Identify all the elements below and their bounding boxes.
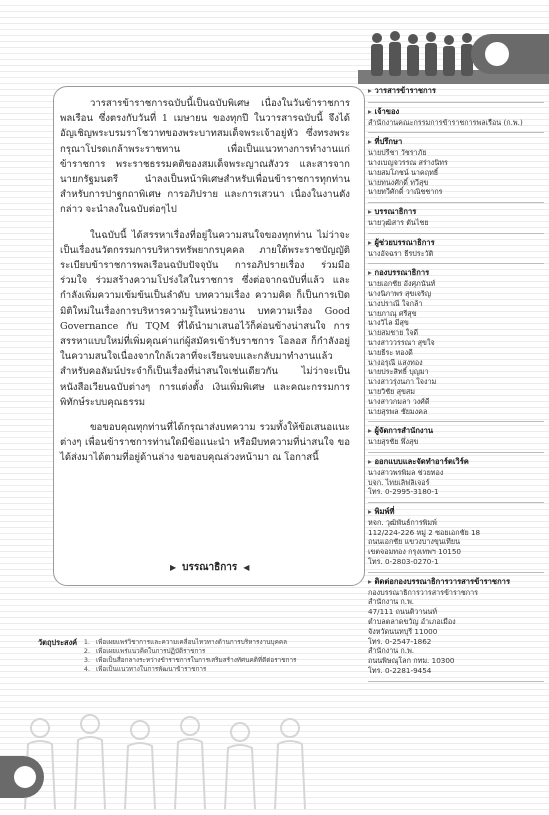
masthead-line: นางสาวรุ่งนภา ใจงาม xyxy=(368,377,437,387)
masthead-section-title: ▸ ผู้จัดการสำนักงาน xyxy=(368,426,544,436)
masthead-section xyxy=(368,264,544,422)
masthead-section-title: ▸ กองบรรณาธิการ xyxy=(368,268,544,278)
masthead-line: ถนนเอกชัย แขวงบางขุนเทียน xyxy=(368,537,461,547)
masthead-section xyxy=(368,422,544,453)
masthead-line: กองบรรณาธิการวารสารข้าราชการ xyxy=(368,587,478,597)
masthead-line: นายปรีชา วัชราภัย xyxy=(368,148,427,158)
editorial-paragraph-3: ขอขอบคุณทุกท่านที่ได้กรุณาส่งบทความ รวมทั้งให้ข้อเสนอแนะต่างๆ เพื่อนข้าราชการท่านใดมีข้อแนะนำ หรือมีบทความที่น่าสนใจ ขอได้ส่งมาได้ตามที่อยู่ด้านล่าง ขอขอบคุณล่วงหน้ามา ณ โอกาสนี้ xyxy=(60,422,350,464)
objective-item: 3. เพื่อเป็นสื่อกลางระหว่างข้าราชการในการเสริมสร้างทัศนคติที่ดีต่อราชการ xyxy=(83,656,297,664)
masthead-section xyxy=(368,573,544,682)
masthead-section xyxy=(368,133,544,203)
masthead-line: นางสาววรรณา สุขใจ xyxy=(368,337,435,347)
objectives-label: วัตถุประสงค์ xyxy=(38,638,78,647)
masthead-line: นายทนงศักดิ์ ทวีสุข xyxy=(368,177,429,187)
masthead-line: โทร. 0-2547-1862 xyxy=(368,636,432,646)
masthead-line: โทร. 0-2995-3180-1 xyxy=(368,487,439,497)
objectives-list xyxy=(82,638,296,674)
masthead-line: นางอรุณี แสงทอง xyxy=(368,357,423,367)
masthead-line: นางนิภาพร สุขเจริญ xyxy=(368,288,431,298)
objectives-block xyxy=(38,638,358,674)
objective-item: 4. เพื่อเป็นแนวทางในการพัฒนาข้าราชการ xyxy=(83,665,207,673)
masthead-line: โทร. 0-2281-9454 xyxy=(368,666,432,676)
masthead-line: นางวิไล มีสุข xyxy=(368,318,409,328)
masthead-line: โทร. 0-2803-0270-1 xyxy=(368,557,439,567)
masthead-line: สำนักงานคณะกรรมการข้าราชการพลเรือน (ก.พ.) xyxy=(368,117,523,127)
masthead-line: 47/111 ถนนติวานนท์ xyxy=(368,607,438,617)
masthead-section-title: ▸ พิมพ์ที่ xyxy=(368,507,544,517)
masthead-line: ถนนพิษณุโลก กทม. 10300 xyxy=(368,656,455,666)
masthead-line: 112/224-226 หมู่ 2 ซอยเอกชัย 18 xyxy=(368,527,481,537)
masthead-section-title: ▸ บรรณาธิการ xyxy=(368,207,544,217)
objective-item: 2. เพื่อเผยแพร่แนวคิดในการปฏิบัติราชการ xyxy=(83,647,206,655)
masthead-line: นายสมโภชน์ นาคฤทธิ์ xyxy=(368,167,439,177)
masthead-line: นายทวีศักดิ์ วาณิชชากร xyxy=(368,187,443,197)
masthead-section xyxy=(368,82,544,103)
masthead-section xyxy=(368,453,544,503)
triangle-left-icon: ◀ xyxy=(243,563,250,572)
masthead-line: นายสุรพล ชัยมงคล xyxy=(368,406,428,416)
masthead-line: สำนักงาน ก.พ. xyxy=(368,646,415,656)
masthead-line: นางเบญจวรรณ สร่างนิทร xyxy=(368,157,448,167)
masthead-section-title: ▸ เจ้าของ xyxy=(368,107,544,117)
masthead-section-title: ▸ ติดต่อกองบรรณาธิการวารสารข้าราชการ xyxy=(368,577,544,587)
masthead-section-title: ▸ ผู้ช่วยบรรณาธิการ xyxy=(368,238,544,248)
masthead-line: นายวิชัย สุขสม xyxy=(368,386,415,396)
masthead-section xyxy=(368,503,544,573)
masthead-section-title: ▸ ที่ปรึกษา xyxy=(368,137,544,147)
masthead-section-title: ▸ ออกแบบและจัดทำอาร์ตเวิร์ค xyxy=(368,457,544,467)
editorial-paragraph-1: วารสารข้าราชการฉบับนี้เป็นฉบับพิเศษ เนื่องในวันข้าราชการพลเรือน ซึ่งตรงกับวันที่ 1 เมษายน ของทุกปี ในวารสารฉบับนี้ จึงได้อัญเชิญพระบรมราโชวาทของพระบาทสมเด็จพระเจ้าอยู่หัว ซึ่งทรงพระกรุณาโปรดเกล้าพระราชทาน เพื่อเป็นแนวทางการทำงานแก่ข้าราชการ พระราชธรรมคติของสมเด็จพระญาณสังวร และสารจากนายกรัฐมนตรี นำลงเป็นหน้าพิเศษสำหรับเพื่อนข้าราชการทุกท่าน สำหรับการปาฐกถาพิเศษ การอภิปราย และการเสวนา เนื่องในงานดังกล่าว จะนำลงในฉบับต่อๆไป xyxy=(60,98,350,216)
editorial-paragraph-2: ในฉบับนี้ ได้สรรหาเรื่องที่อยู่ในความสนใจของทุกท่าน ไม่ว่าจะเป็นเรื่องนวัตกรรมการบริหารทรัพยากรบุคคล ภายใต้พระราชบัญญัติระเบียบข้าราชการพลเรือนฉบับปัจจุบัน การอภิปรายเรื่อง ร่วมมือร่วมใจ ร่วมสร้างความโปร่งใสในราชการ ซึ่งต่อจากฉบับที่แล้ว และกำลังเพิ่มความเข้มข้นเป็นลำดับ บทความเรื่อง ความคิด ก็เป็นการเปิดมิติใหม่ในเรื่องการบริหารความรู้ในหน่วยงาน บทความเรื่อง Good Governance กับ TQM ที่ได้นำมาเสนอไว้ก็ค่อนข้างน่าสนใจ การสรรหาแบบใหม่ที่เพิ่มคุณค่าแก่ผู้สมัครเข้ารับราชการ โอลอส ก็กำลังอยู่ในความสนใจเนื่องจากใกล้เวลาที่จะเรียนจบและกลับมาทำงานแล้ว สำหรับคอลัมน์ประจำก็เป็นเรื่องที่น่าสนใจเช่นเดียวกัน ไม่ว่าจะเป็นหนังสือเวียนฉบับต่างๆ การแต่งตั้ง เงินเพิ่มพิเศษ และคณะกรรมการพิทักษ์ระบบคุณธรรม xyxy=(60,229,350,408)
editorial-text xyxy=(60,96,350,476)
masthead-line: นายสมชาย ใจดี xyxy=(368,328,419,338)
masthead-line: นายภาณุ ศรีสุข xyxy=(368,308,417,318)
masthead-line: นายสุรชัย พึ่งสุข xyxy=(368,437,419,447)
masthead-line: นางสาวกมลา วงศ์ดี xyxy=(368,396,430,406)
page-tab-decoration xyxy=(471,34,549,74)
editor-signature xyxy=(170,560,249,575)
masthead-line: ตำบลตลาดขวัญ อำเภอเมือง xyxy=(368,617,456,627)
masthead-section-title: ▸ วารสารข้าราชการ xyxy=(368,86,544,96)
objective-item: 1. เพื่อเผยแพร่วิชาการและความเคลื่อนไหวทางด้านการบริหารงานบุคคล xyxy=(83,638,288,646)
masthead-section xyxy=(368,203,544,234)
masthead-line: นางอัจฉรา ธีรประวัติ xyxy=(368,248,434,258)
masthead-line: นายประสิทธิ์ บุญมา xyxy=(368,367,429,377)
masthead-line: เขตจอมทอง กรุงเทพฯ 10150 xyxy=(368,547,461,557)
signature-text: บรรณาธิการ xyxy=(182,562,238,573)
triangle-right-icon: ▶ xyxy=(170,563,177,572)
masthead-line: นางปราณี ใจกล้า xyxy=(368,298,423,308)
masthead-line: นายวุฒิสาร ตันไชย xyxy=(368,217,429,227)
page-tab-decoration-bottom xyxy=(0,756,44,798)
masthead-line: จังหวัดนนทบุรี 11000 xyxy=(368,626,438,636)
masthead-section xyxy=(368,234,544,265)
masthead-line: นายธีระ ทองดี xyxy=(368,347,413,357)
masthead-line: หจก. วุฒิพันธ์การพิมพ์ xyxy=(368,517,437,527)
masthead-line: นางสาวพรพิมล ช่วยทอง xyxy=(368,467,444,477)
masthead-section xyxy=(368,103,544,134)
masthead-line: สำนักงาน ก.พ. xyxy=(368,597,415,607)
masthead-line: บจก. ไทยเลิฟลิเจอร์ xyxy=(368,477,430,487)
people-silhouettes-bottom xyxy=(0,714,340,809)
masthead-line: นายเอกชัย อังศุภนันท์ xyxy=(368,279,436,289)
masthead-column xyxy=(368,82,544,682)
